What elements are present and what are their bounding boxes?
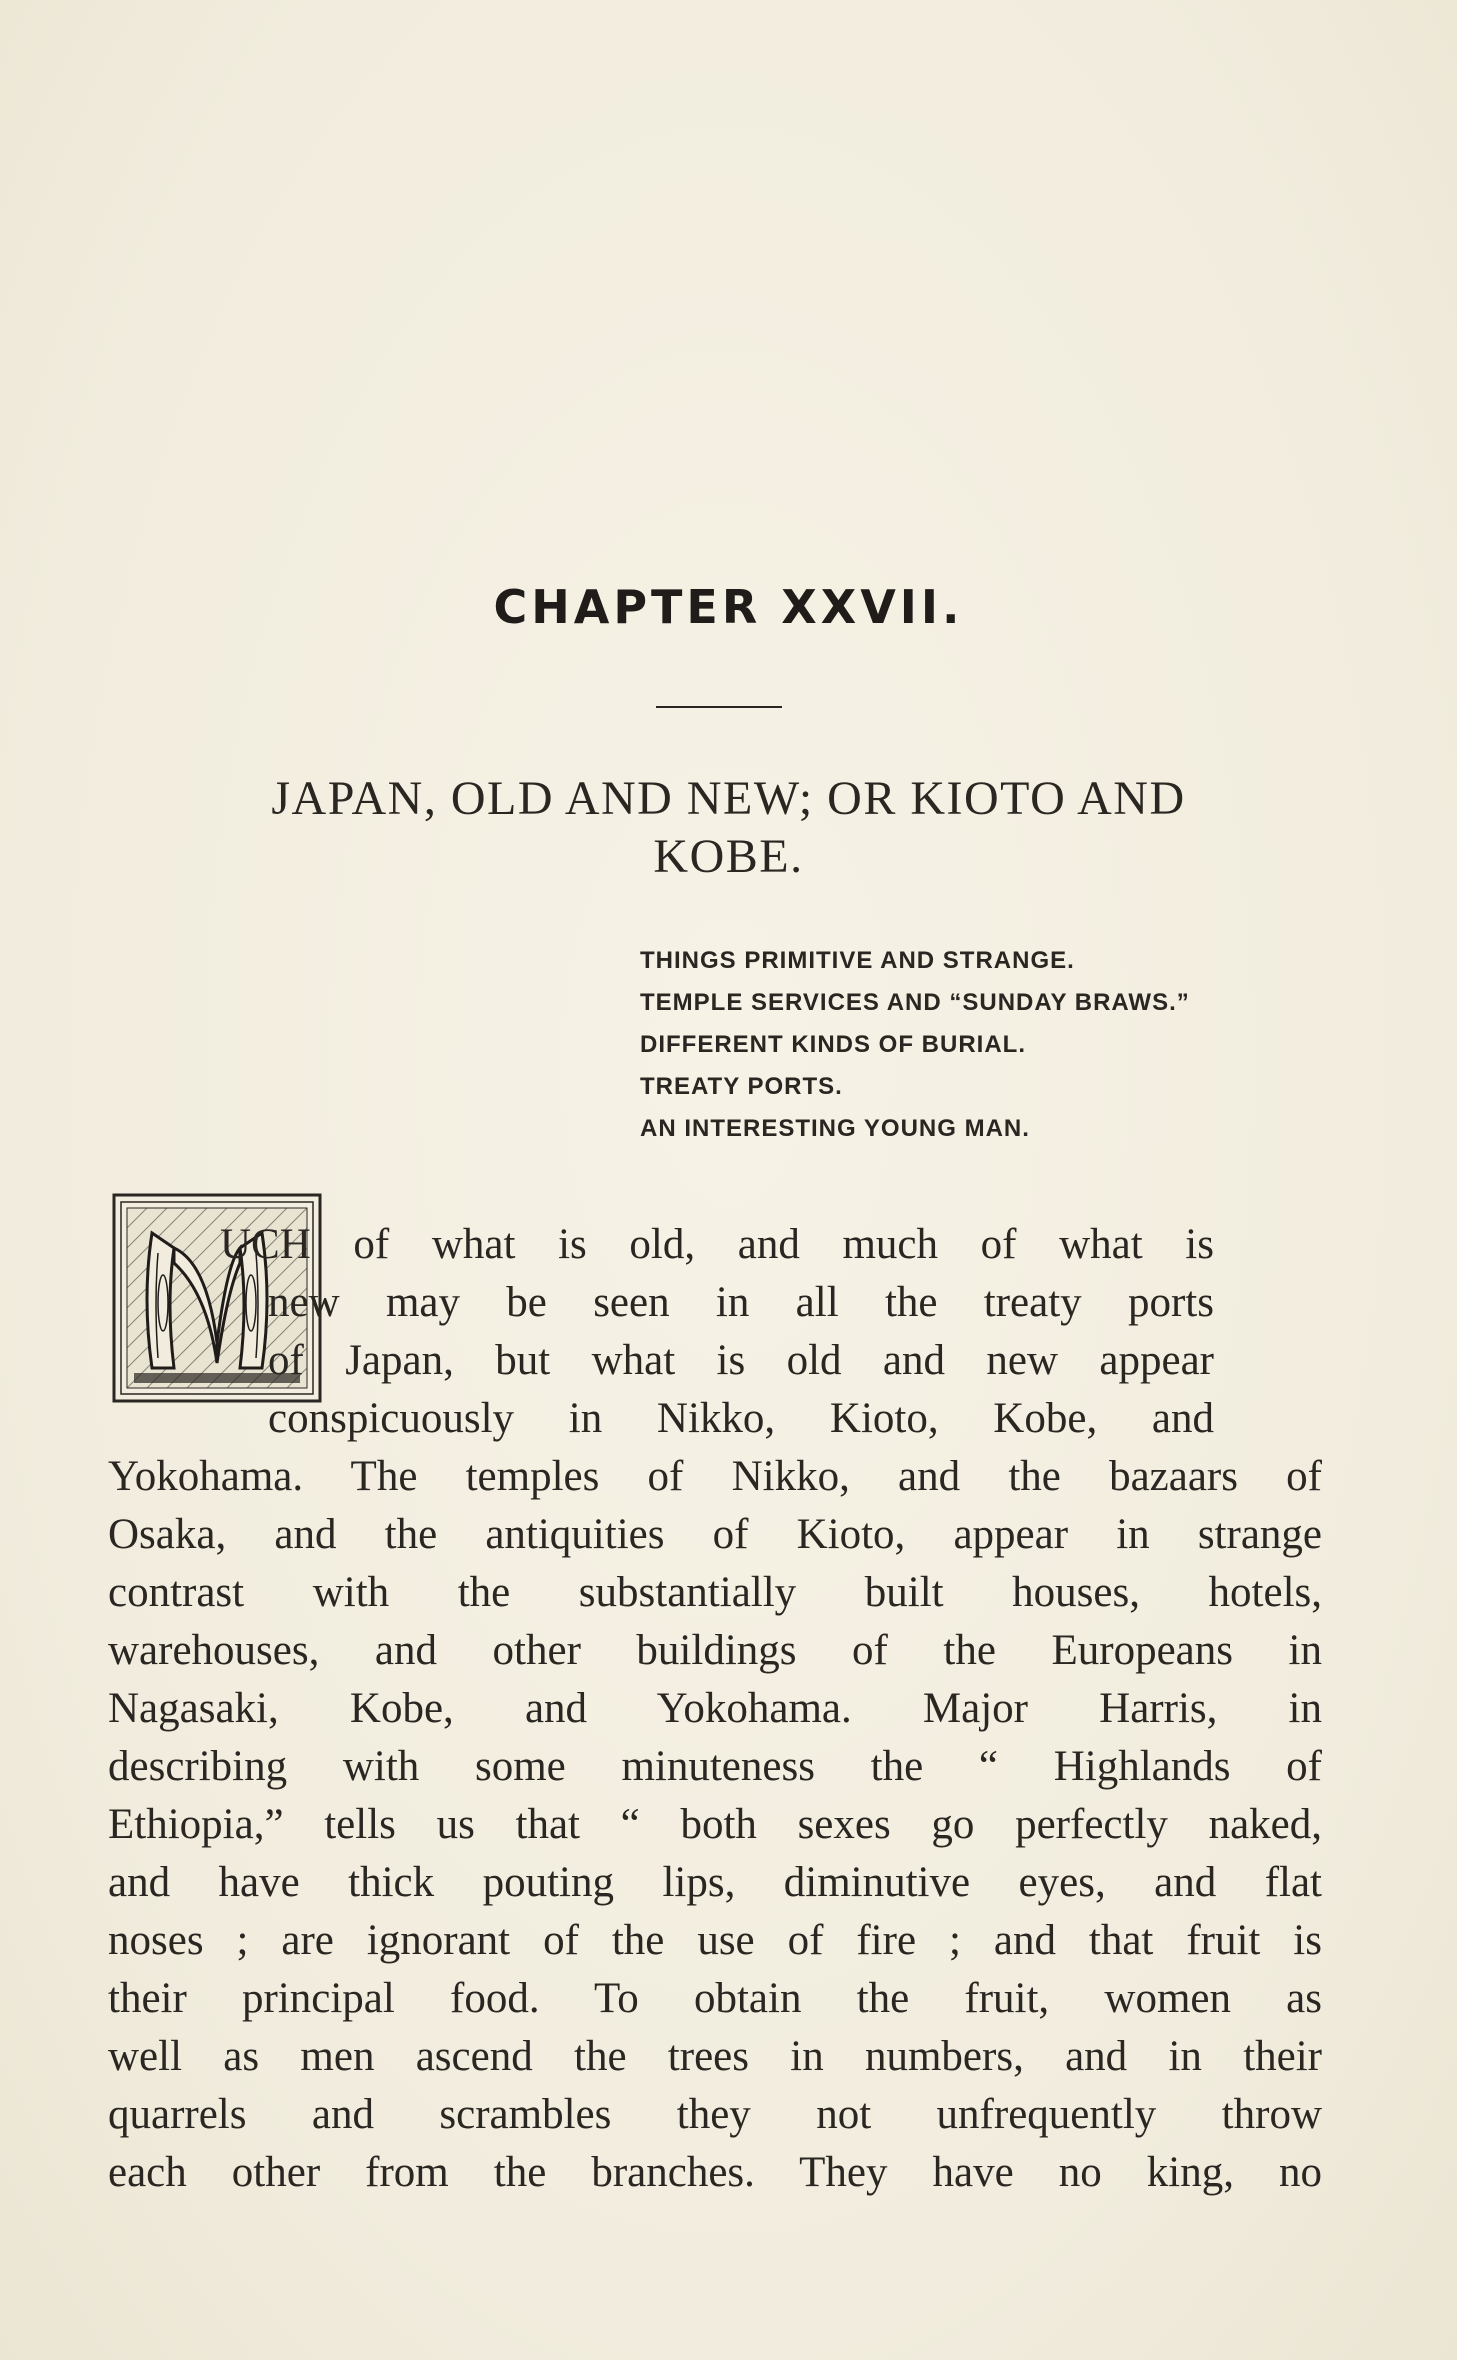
summary-item: DIFFERENT KINDS OF BURIAL.	[640, 1031, 1026, 1058]
body-line: contrast with the substantially built houses, hotels,	[108, 1569, 1322, 1616]
chapter-title-line-2: KOBE.	[653, 830, 804, 883]
body-line: conspicuously in Nikko, Kioto, Kobe, and	[268, 1395, 1214, 1442]
body-line: of Japan, but what is old and new appear	[268, 1337, 1214, 1384]
chapter-title	[100, 770, 1357, 886]
body-line: Yokohama. The temples of Nikko, and the bazaars of	[108, 1453, 1322, 1500]
body-line: each other from the branches. They have no king, no	[108, 2149, 1322, 2196]
chapter-summary	[640, 940, 1360, 1150]
chapter-title-line-1: JAPAN, OLD AND NEW; OR KIOTO AND	[271, 772, 1186, 825]
body-line: new may be seen in all the treaty ports	[268, 1279, 1214, 1326]
body-line: Osaka, and the antiquities of Kioto, appear in strange	[108, 1511, 1322, 1558]
body-line: warehouses, and other buildings of the Europeans in	[108, 1627, 1322, 1674]
summary-item: TEMPLE SERVICES AND “SUNDAY BRAWS.”	[640, 989, 1190, 1016]
body-line: and have thick pouting lips, diminutive eyes, and flat	[108, 1859, 1322, 1906]
body-line: quarrels and scrambles they not unfrequently throw	[108, 2091, 1322, 2138]
summary-item: TREATY PORTS.	[640, 1073, 843, 1100]
body-line: UCH of what is old, and much of what is	[220, 1221, 1214, 1268]
body-line: noses ; are ignorant of the use of fire ; and that fruit is	[108, 1917, 1322, 1964]
heading-rule	[656, 706, 782, 708]
body-line: Nagasaki, Kobe, and Yokohama. Major Harris, in	[108, 1685, 1322, 1732]
summary-item: THINGS PRIMITIVE AND STRANGE.	[640, 947, 1075, 974]
body-line: their principal food. To obtain the fruit, women as	[108, 1975, 1322, 2022]
chapter-heading: CHAPTER XXVII.	[493, 580, 964, 634]
body-line: well as men ascend the trees in numbers, and in their	[108, 2033, 1322, 2080]
body-line: Ethiopia,” tells us that “ both sexes go perfectly naked,	[108, 1801, 1322, 1848]
body-line: describing with some minuteness the “ Highlands of	[108, 1743, 1322, 1790]
summary-item: AN INTERESTING YOUNG MAN.	[640, 1115, 1030, 1142]
